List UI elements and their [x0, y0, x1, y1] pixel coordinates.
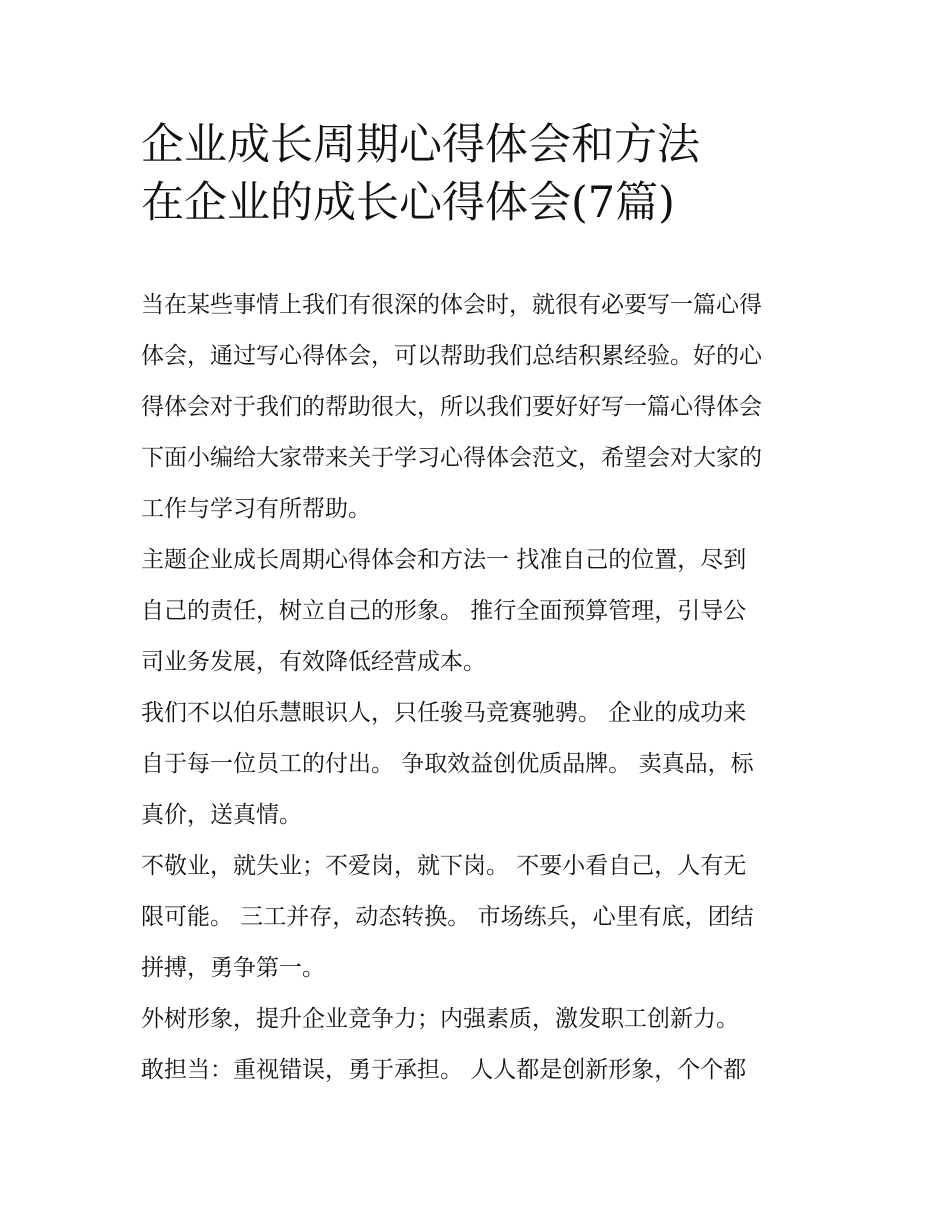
title-line: 企业成长周期心得体会和方法 [141, 120, 700, 170]
paragraph [141, 535, 821, 688]
document-body [141, 280, 821, 1096]
paragraph [141, 841, 821, 994]
text-line: 司业务发展，有效降低经营成本。 [141, 649, 486, 675]
text-line: 不敬业，就失业；不爱岗，就下岗。 不要小看自己，人有无 [141, 853, 747, 879]
text-line: 敢担当：重视错误，勇于承担。 人人都是创新形象，个个都 [141, 1057, 747, 1083]
text-line: 工作与学习有所帮助。 [141, 496, 371, 522]
text-line: 我们不以伯乐慧眼识人，只任骏马竞赛驰骋。 企业的成功来 [141, 700, 747, 726]
text-line: 拼搏，勇争第一。 [141, 955, 325, 981]
text-line: 得体会对于我们的帮助很大，所以我们要好好写一篇心得体会 [141, 394, 762, 420]
document-title [141, 116, 700, 232]
text-line: 自己的责任，树立自己的形象。 推行全面预算管理，引导公 [141, 598, 747, 624]
text-line: 下面小编给大家带来关于学习心得体会范文，希望会对大家的 [141, 445, 762, 471]
text-line: 当在某些事情上我们有很深的体会时，就很有必要写一篇心得 [141, 292, 762, 318]
text-line: 自于每一位员工的付出。 争取效益创优质品牌。 卖真品，标 [141, 751, 754, 777]
text-line: 真价，送真情。 [141, 802, 302, 828]
text-line: 外树形象，提升企业竞争力；内强素质，激发职工创新力。 [141, 1006, 739, 1032]
title-line: 在企业的成长心得体会(7篇) [141, 178, 675, 228]
paragraph [141, 1045, 821, 1096]
text-line: 限可能。 三工并存，动态转换。 市场练兵，心里有底，团结 [141, 904, 754, 930]
paragraph [141, 280, 821, 535]
text-line: 主题企业成长周期心得体会和方法一 找准自己的位置，尽到 [141, 547, 747, 573]
paragraph [141, 688, 821, 841]
paragraph [141, 994, 821, 1045]
text-line: 体会，通过写心得体会，可以帮助我们总结积累经验。好的心 [141, 343, 762, 369]
